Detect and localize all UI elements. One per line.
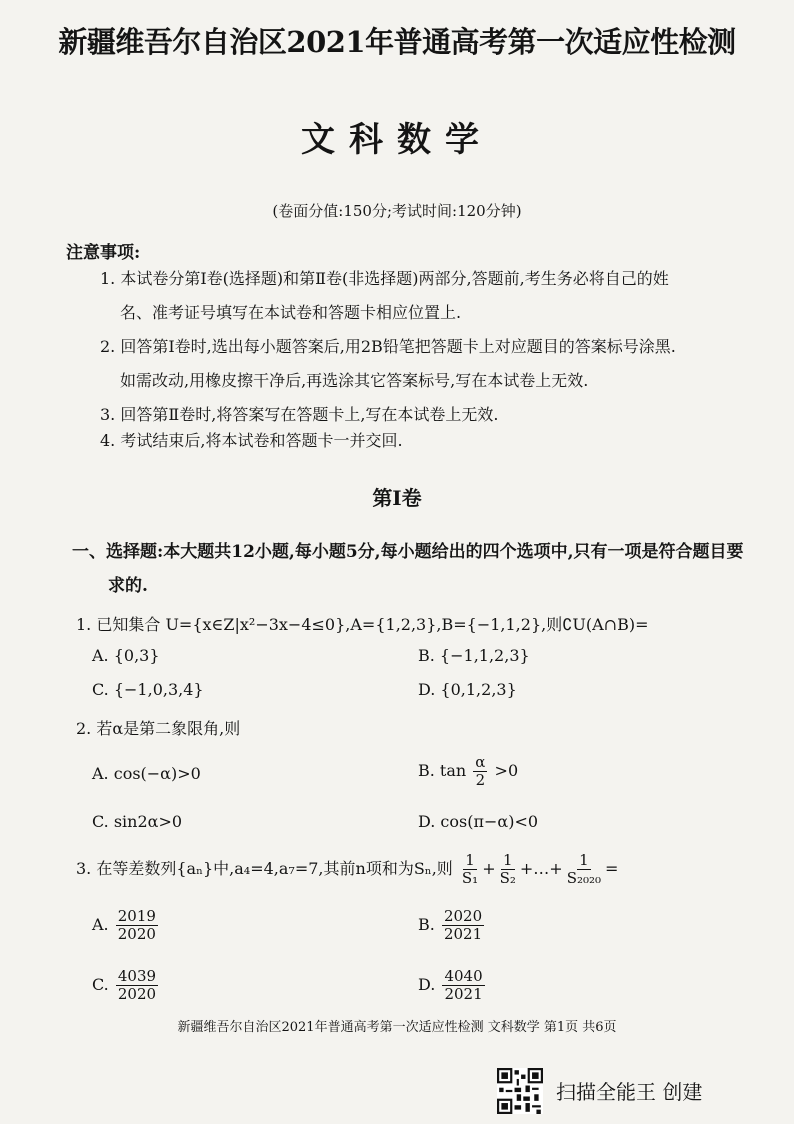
fraction-denominator: 2020 bbox=[117, 985, 157, 1003]
fraction-denominator: S₁ bbox=[461, 869, 479, 887]
fraction-denominator: 2 bbox=[475, 771, 486, 789]
exam-info: (卷面分值:150分;考试时间:120分钟) bbox=[272, 202, 522, 220]
page-footer: 新疆维吾尔自治区2021年普通高考第一次适应性检测 文科数学 第1页 共6页 bbox=[177, 1020, 617, 1035]
q3-equals: = bbox=[605, 859, 619, 878]
volume-heading: 第Ⅰ卷 bbox=[372, 486, 422, 510]
notice-item-continuation: 如需改动,用橡皮擦干净后,再选涂其它答案标号,写在本试卷上无效. bbox=[120, 371, 589, 390]
q2-option-b-fraction bbox=[473, 754, 487, 789]
q3-ellipsis: +…+ bbox=[519, 859, 563, 878]
option-label: A. bbox=[92, 915, 109, 934]
fraction-numerator: 1 bbox=[502, 851, 513, 869]
question-1-stem: 1. 已知集合 U={x∈Z|x²−3x−4≤0},A={1,2,3},B={−1,1,2},则∁U(A∩B)= bbox=[76, 615, 649, 634]
section-continuation: 求的. bbox=[108, 576, 148, 596]
section-text: 一、选择题:本大题共12小题,每小题5分,每小题给出的四个选项中,只有一项是符合题目要 bbox=[72, 542, 744, 562]
q3-fraction-2 bbox=[498, 852, 518, 887]
subject-title: 文科数学 bbox=[301, 120, 493, 160]
notice-item-1 bbox=[100, 262, 760, 330]
notice-title: 注意事项: bbox=[66, 243, 141, 263]
notice-item-4 bbox=[100, 424, 760, 458]
notice-item-text: 1. 本试卷分第Ⅰ卷(选择题)和第Ⅱ卷(非选择题)两部分,答题前,考生务必将自己的姓 bbox=[100, 269, 669, 288]
exam-title: 新疆维吾尔自治区2021年普通高考第一次适应性检测 bbox=[58, 25, 736, 59]
q3-option-c bbox=[92, 968, 160, 1003]
fraction-numerator: 1 bbox=[579, 851, 589, 869]
notice-item-text: 2. 回答第Ⅰ卷时,选出每小题答案后,用2B铅笔把答题卡上对应题目的答案标号涂黑. bbox=[100, 337, 676, 356]
option-fraction bbox=[442, 908, 484, 943]
q1-option-d: D. {0,1,2,3} bbox=[418, 680, 517, 699]
fraction-denominator: 2020 bbox=[117, 925, 156, 943]
fraction-denominator: S₂ bbox=[499, 869, 516, 887]
fraction-numerator: 1 bbox=[465, 851, 475, 869]
notice-item-continuation: 名、准考证号填写在本试卷和答题卡相应位置上. bbox=[120, 303, 462, 322]
option-fraction bbox=[116, 908, 158, 943]
q1-option-b: B. {−1,1,2,3} bbox=[418, 646, 530, 665]
q2-option-c: C. sin2α>0 bbox=[92, 812, 183, 831]
q2-option-b-prefix: B. tan bbox=[418, 761, 467, 780]
option-label: B. bbox=[418, 915, 435, 934]
q1-option-c: C. {−1,0,3,4} bbox=[92, 680, 204, 699]
fraction-numerator: 4039 bbox=[117, 967, 157, 985]
fraction-numerator: 2020 bbox=[443, 907, 483, 925]
q3-fraction-1 bbox=[460, 852, 480, 887]
q3-stem-text: 3. 在等差数列{aₙ}中,a₄=4,a₇=7,其前n项和为Sₙ,则 bbox=[76, 859, 453, 878]
notice-item-text: 3. 回答第Ⅱ卷时,将答案写在答题卡上,写在本试卷上无效. bbox=[100, 405, 499, 424]
q3-plus: + bbox=[482, 859, 496, 878]
fraction-denominator: 2021 bbox=[444, 985, 483, 1003]
notice-item-text: 4. 考试结束后,将本试卷和答题卡一并交回. bbox=[100, 431, 403, 450]
q2-option-d: D. cos(π−α)<0 bbox=[418, 812, 539, 831]
q3-option-b bbox=[418, 908, 486, 943]
q3-option-d bbox=[418, 968, 487, 1003]
q3-option-a bbox=[92, 908, 160, 943]
option-label: D. bbox=[418, 975, 436, 994]
question-3-stem bbox=[76, 852, 618, 887]
q2-option-a: A. cos(−α)>0 bbox=[92, 764, 201, 783]
option-label: C. bbox=[92, 975, 109, 994]
notice-item-2 bbox=[100, 330, 760, 398]
qr-code-icon bbox=[497, 1068, 543, 1114]
fraction-numerator: α bbox=[475, 753, 486, 771]
fraction-denominator: 2021 bbox=[443, 925, 483, 943]
fraction-numerator: 4040 bbox=[444, 967, 483, 985]
q3-fraction-3 bbox=[565, 852, 603, 887]
option-fraction bbox=[116, 968, 158, 1003]
q1-option-a: A. {0,3} bbox=[92, 646, 160, 665]
option-fraction bbox=[442, 968, 484, 1003]
q2-option-b-suffix: >0 bbox=[494, 761, 519, 780]
scanner-watermark: 扫描全能王 创建 bbox=[556, 1080, 703, 1104]
question-2-stem: 2. 若α是第二象限角,则 bbox=[76, 719, 241, 738]
q2-option-b bbox=[418, 754, 518, 789]
fraction-numerator: 2019 bbox=[117, 907, 156, 925]
fraction-denominator: S₂₀₂₀ bbox=[566, 869, 602, 887]
section-heading bbox=[72, 535, 752, 603]
